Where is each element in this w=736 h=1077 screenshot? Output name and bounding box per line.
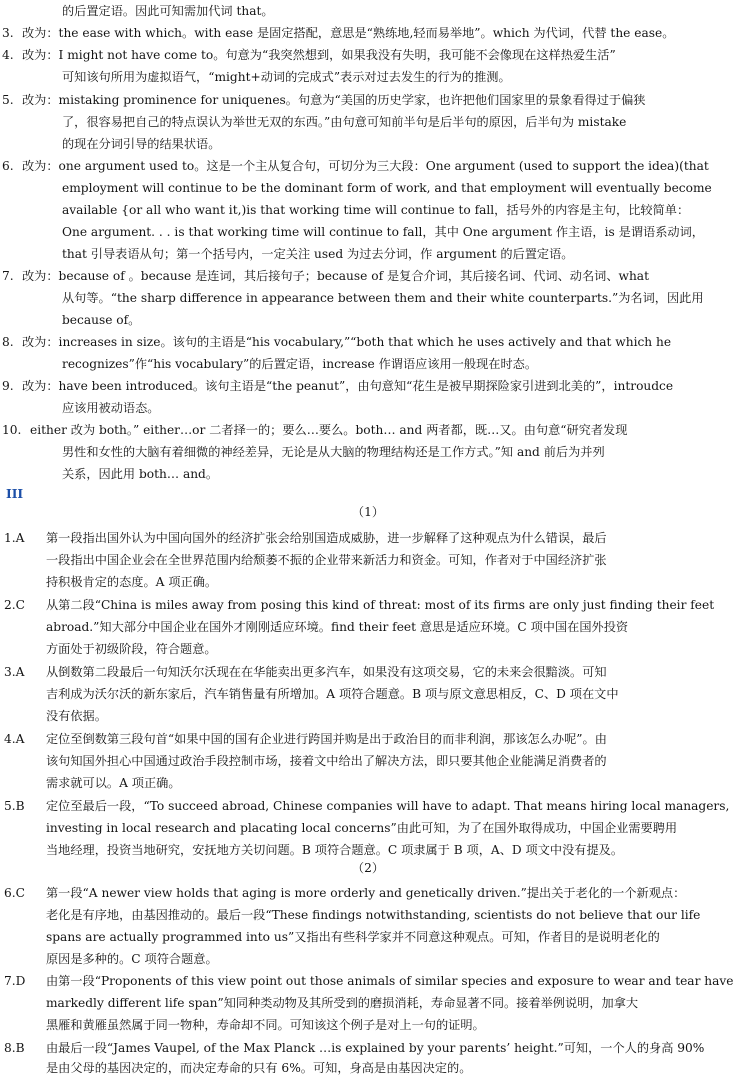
answer-line: 定位至倒数第三段句首“如果中国的国有企业进行跨国并购是出于政治目的而非利润，那该怎么办呢”。由	[46, 732, 607, 746]
answer-number: 6.C	[4, 886, 25, 900]
answer-line: 老化是有序地，由基因推动的。最后一段“These findings notwithstanding, scientists do not believe that our life	[46, 908, 701, 922]
answer-line: 从倒数第二段最后一句知沃尔沃现在在华能卖出更多汽车，如果没有这项交易，它的未来会很黯淡。可知	[46, 665, 607, 679]
item-line: 了，很容易把自己的特点误认为举世无双的东西。”由句意可知前半句是后半句的原因，后半句为 mistake	[62, 115, 627, 129]
answer-line: 第一段指出国外认为中国向国外的经济扩张会给别国造成威胁，进一步解释了这种观点为什么错误，最后	[46, 531, 607, 545]
item-line: 改为：increases in size。该句的主语是“his vocabulary,”“both that which he uses actively and that which he	[22, 335, 672, 349]
item-line: that 引导表语从句；第一个括号内，一定关注 used 为过去分词，作 argument 的后置定语。	[62, 247, 574, 261]
answer-line: 需求就可以。A 项正确。	[46, 776, 181, 790]
answer-number: 3.A	[4, 665, 25, 679]
answer-line: 是由父母的基因决定的，而决定寿命的只有 6%。可知，身高是由基因决定的。	[46, 1061, 472, 1075]
item-number: 4.	[2, 48, 14, 62]
answer-line: 定位至最后一段，“To succeed abroad, Chinese companies will have to adapt. That means hiring local managers,	[46, 799, 730, 813]
item-line: 的现在分词引导的结果状语。	[62, 137, 221, 151]
item-line: 改为：mistaking prominence for uniquenes。句意为“美国的历史学家，也许把他们国家里的景象看得过于偏狭	[22, 93, 646, 107]
answer-number: 7.D	[4, 974, 26, 988]
answer-line: abroad.”知大部分中国企业在国外才刚刚适应环境。find their feet 意思是适应环境。C 项中国在国外投资	[46, 620, 629, 634]
item-line: 应该用被动语态。	[62, 401, 160, 415]
item-number: 7.	[2, 269, 14, 283]
answer-number: 4.A	[4, 732, 25, 746]
item-line: employment will continue to be the dominant form of work, and that employment will eventually become	[62, 181, 712, 195]
item-line: 改为：have been introduced。该句主语是“the peanut”，由句意知“花生是被早期探险家引进到北美的”，introudce	[22, 379, 674, 393]
answer-line: 第一段“A newer view holds that aging is more orderly and genetically driven.”提出关于老化的一个新观点：	[46, 886, 686, 900]
section-heading: III	[6, 487, 24, 501]
answer-line: 持积极肯定的态度。A 项正确。	[46, 575, 218, 589]
answer-line: 黑雁和黄雁虽然属于同一物种，寿命却不同。可知该这个例子是对上一句的证明。	[46, 1018, 485, 1032]
answer-line: 当地经理，投资当地研究，安抚地方关切问题。B 项符合题意。C 项隶属于 B 项，A、D 项文中没有提及。	[46, 843, 624, 857]
answer-line: 原因是多种的。C 项符合题意。	[46, 952, 218, 966]
item-number: 5.	[2, 93, 14, 107]
answer-line: 由最后一段“James Vaupel, of the Max Planck …is explained by your parents’ height.”可知，一个人的身高 90%	[46, 1041, 705, 1055]
answer-line: 一段指出中国企业会在全世界范围内给颓萎不振的企业带来新活力和资金。可知，作者对于中国经济扩张	[46, 553, 607, 567]
continuation-line: 的后置定语。因此可知需加代词 that。	[62, 4, 274, 18]
item-line: 改为：I might not have come to。句意为“我突然想到，如果我没有失明，我可能不会像现在这样热爱生活”	[22, 48, 616, 62]
item-line: 关系，因此用 both… and。	[62, 467, 219, 481]
item-line: 从句等。“the sharp difference in appearance between them and their white counterparts.”为名词，因此用	[62, 291, 704, 305]
item-line: because of。	[62, 313, 141, 327]
answer-number: 8.B	[4, 1041, 25, 1055]
answer-number: 2.C	[4, 598, 25, 612]
answer-line: 吉利成为沃尔沃的新东家后，汽车销售量有所增加。A 项符合题意。B 项与原文意思相反，C、D 项在文中	[46, 687, 619, 701]
answer-line: 方面处于初级阶段，符合题意。	[46, 642, 217, 656]
answer-line: 从第二段“China is miles away from posing this kind of threat: most of its firms are only just finding their feet	[46, 598, 715, 612]
answer-line: investing in local research and placating local concerns”由此可知，为了在国外取得成功，中国企业需要聘用	[46, 821, 678, 835]
part-label: （2）	[351, 861, 385, 875]
item-line: 改为：because of 。because 是连词，其后接句子；because of 是复合介词，其后接名词、代词、动名词、what	[22, 269, 649, 283]
item-number: 8.	[2, 335, 14, 349]
answer-line: spans are actually programmed into us”又指出有些科学家并不同意这种观点。可知，作者目的是说明老化的	[46, 930, 660, 944]
answer-line: 由第一段“Proponents of this view point out those animals of similar species and exposure to wear and tear have	[46, 974, 734, 988]
item-line: recognizes”作“his vocabulary”的后置定语，increase 作谓语应该用一般现在时态。	[62, 357, 538, 371]
item-number: 10.	[2, 423, 22, 437]
part-label: （1）	[351, 505, 385, 519]
item-line: available {or all who want it,)is that working time will continue to fall，括号外的内容是主句，比较简单：	[62, 203, 690, 217]
answer-number: 5.B	[4, 799, 25, 813]
answer-line: 该句知国外担心中国通过政治手段控制市场，接着文中给出了解决方法，即只要其他企业能满足消费者的	[46, 754, 607, 768]
item-number: 6.	[2, 159, 14, 173]
answer-line: markedly different life span”知同种类动物及其所受到的磨损消耗，寿命显著不同。接着举例说明，加拿大	[46, 996, 639, 1010]
item-line: One argument. . . is that working time will continue to fall，其中 One argument 作主语，is 是谓语系动词，	[62, 225, 704, 239]
item-line: 男性和女性的大脑有着细微的神经差异，无论是从大脑的物理结构还是工作方式。”知 and 前后为并列	[62, 445, 605, 459]
answer-number: 1.A	[4, 531, 25, 545]
answer-line: 没有依据。	[46, 709, 107, 723]
item-number: 9.	[2, 379, 14, 393]
item-number: 3.	[2, 26, 14, 40]
item-line: either 改为 both。” either…or 二者择一的；要么…要么。both… and 两者都，既…又。由句意“研究者发现	[30, 423, 628, 437]
item-line: 可知该句所用为虚拟语气，“might+动词的完成式”表示对过去发生的行为的推测。	[62, 70, 511, 84]
item-line: 改为：the ease with which。with ease 是固定搭配，意思是“熟练地,轻而易举地”。which 为代词，代替 the ease。	[22, 26, 675, 40]
item-line: 改为：one argument used to。这是一个主从复合句，可切分为三大段：One argument (used to support the idea)(that	[22, 159, 709, 173]
